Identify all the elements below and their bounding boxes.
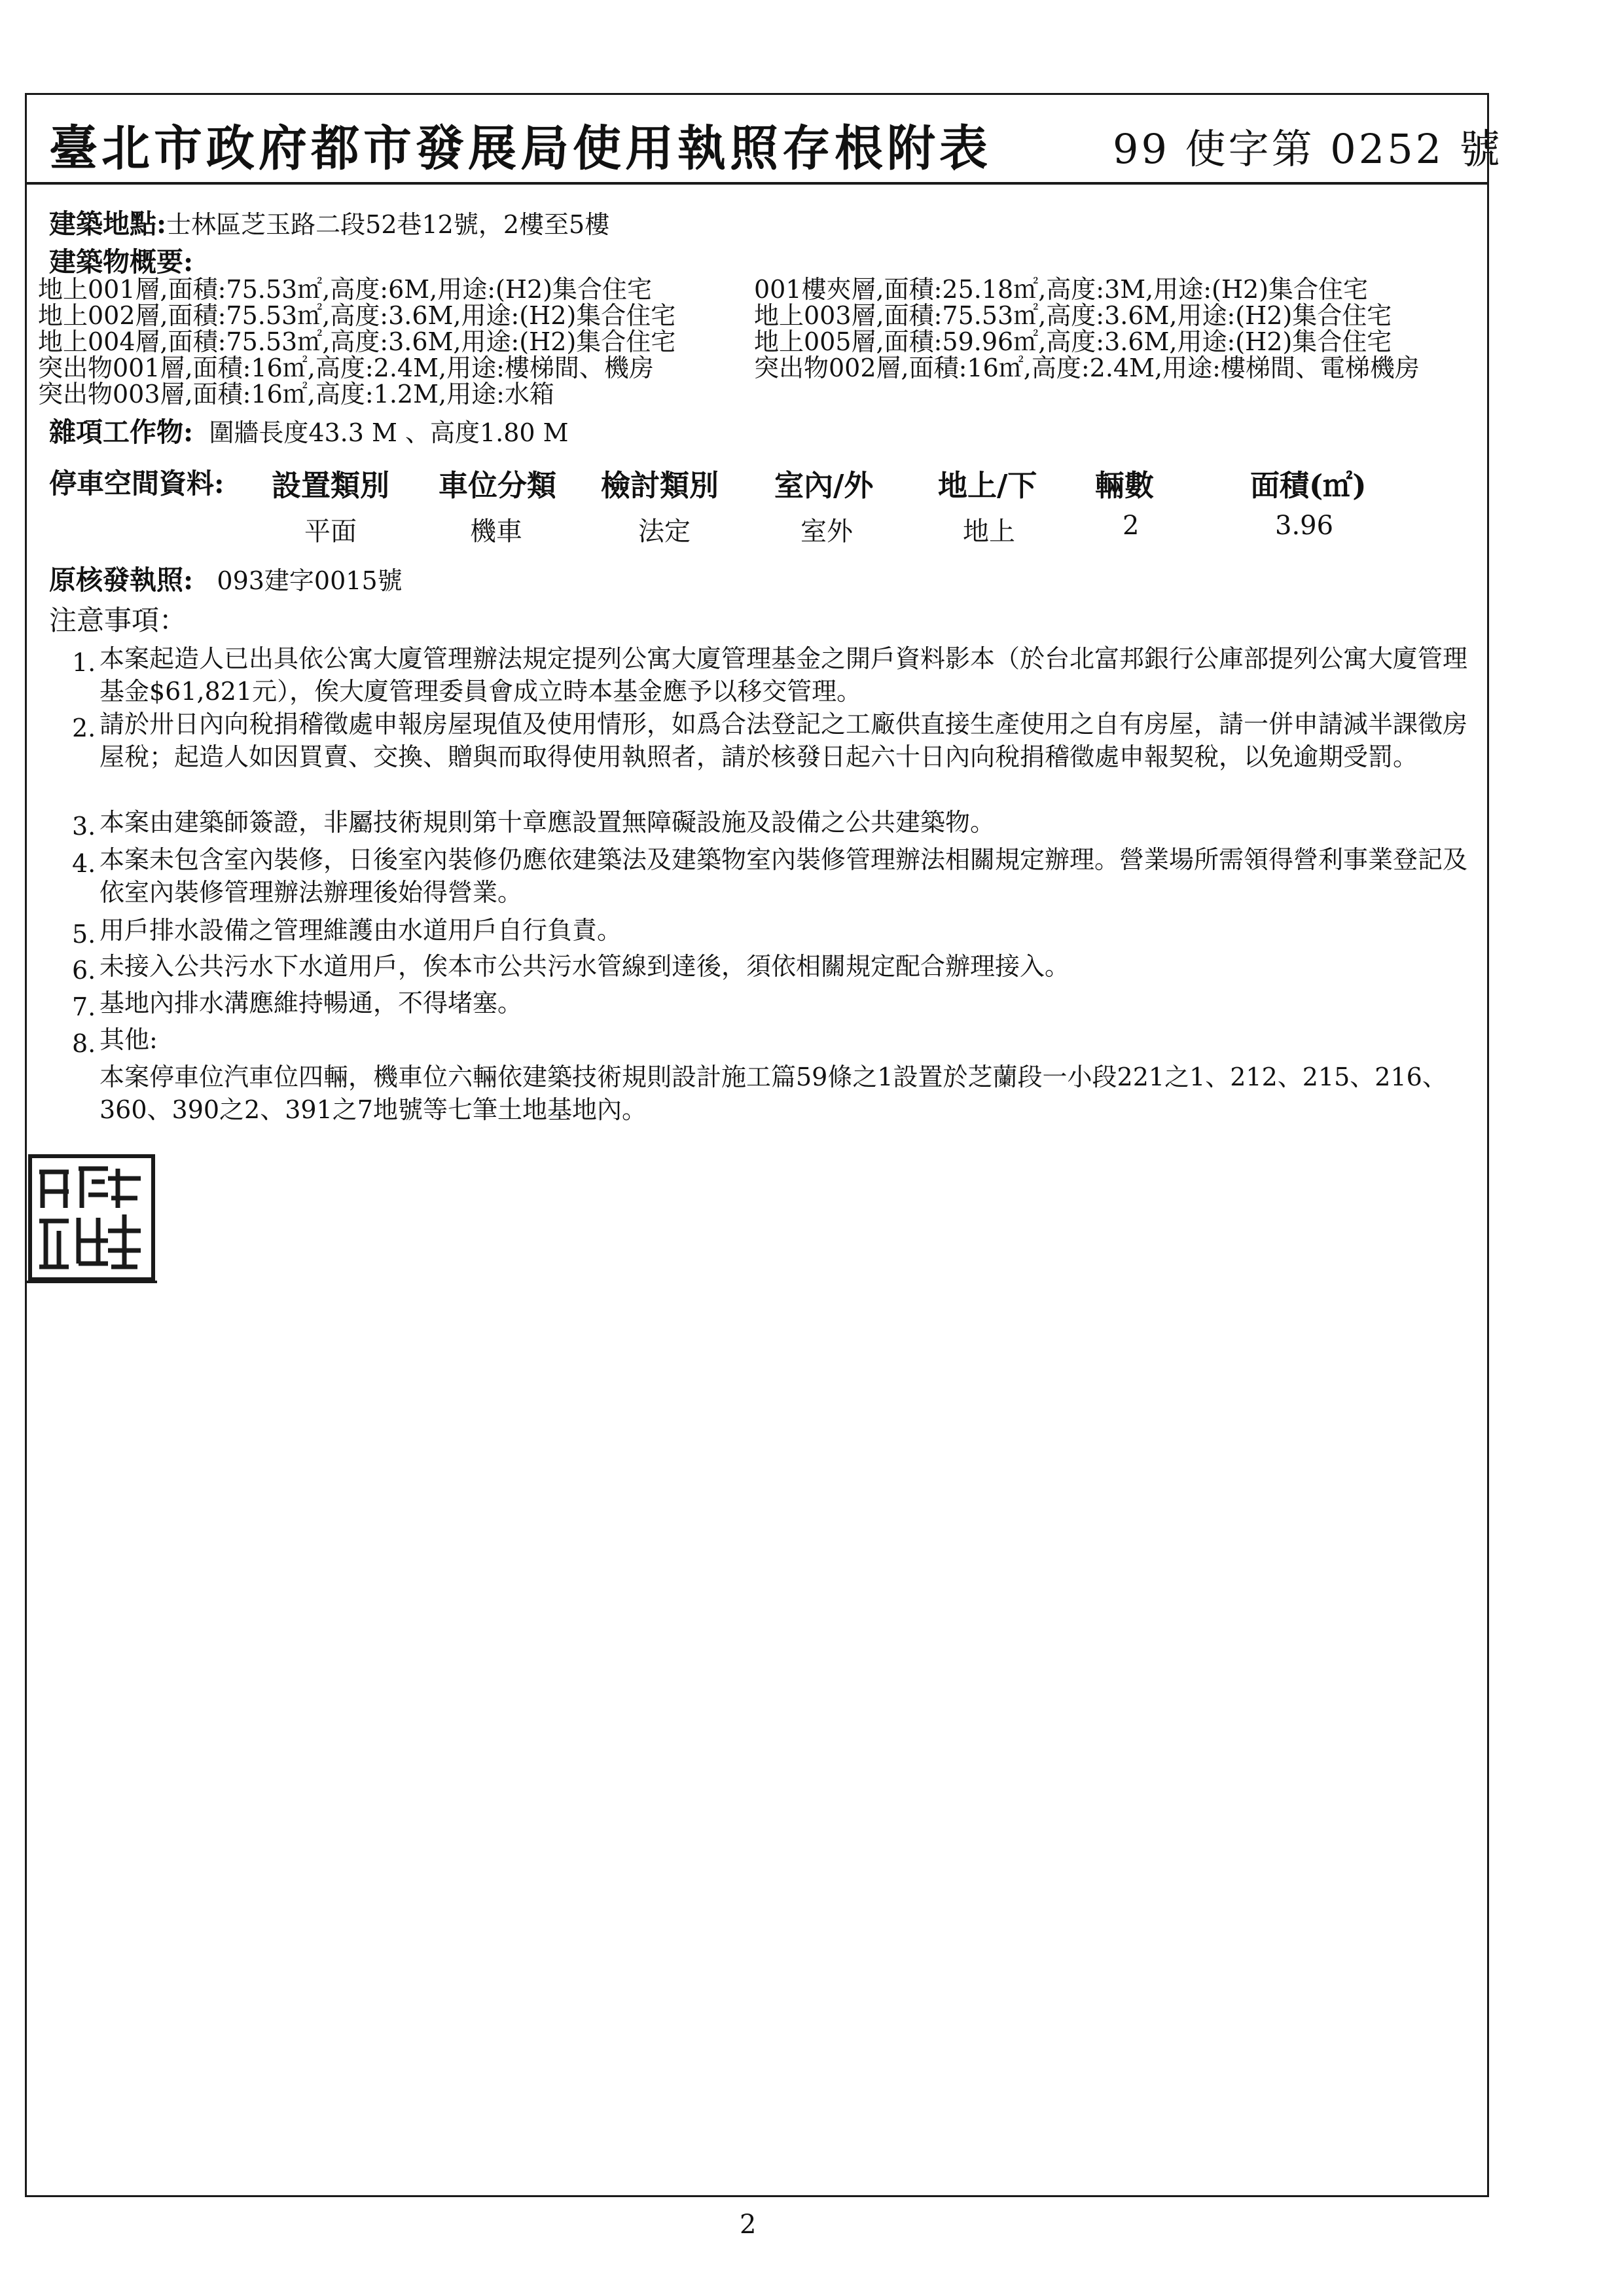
document-title: 臺北市政府都市發展局使用執照存根附表 — [49, 120, 992, 177]
site-value: 士林區芝玉路二段52巷12號，2樓至5樓 — [166, 210, 610, 239]
parking-value-cell: 2 — [1123, 511, 1140, 541]
overview-row-right: 突出物002層,面積:16㎡,高度:2.4M,用途:樓梯間、電梯機房 — [754, 354, 1420, 382]
misc-line — [49, 416, 569, 448]
note-text: 本案起造人已出具依公寓大廈管理辦法規定提列公寓大廈管理基金之開戶資料影本（於台北富邦銀行公庫部提列公寓大廈管理基金$61,821元），俟大廈管理委員會成立時本基金應予以移交管理。 — [99, 644, 1468, 706]
overview-label: 建築物概要: — [49, 246, 194, 278]
note-number: 1. — [72, 648, 96, 677]
page-number: 2 — [740, 2210, 757, 2240]
original-permit-value: 093建字0015號 — [217, 566, 403, 595]
official-seal — [26, 1152, 157, 1283]
parking-header-cell: 室內/外 — [774, 468, 874, 503]
parking-value-cell: 平面 — [304, 517, 357, 547]
parking-value-cell: 3.96 — [1275, 511, 1334, 541]
overview-row-left: 地上004層,面積:75.53㎡,高度:3.6M,用途:(H2)集合住宅 — [38, 327, 676, 356]
permit-number: 99 使字第 0252 號 — [1113, 125, 1503, 173]
overview-row-right: 001樓夾層,面積:25.18㎡,高度:3M,用途:(H2)集合住宅 — [754, 275, 1369, 304]
note-number: 7. — [72, 993, 96, 1021]
note-text: 本案由建築師簽證，非屬技術規則第十章應設置無障礙設施及設備之公共建築物。 — [99, 808, 996, 837]
parking-header-cell: 輛數 — [1095, 468, 1155, 503]
parking-header-cell: 設置類別 — [272, 468, 390, 503]
overview-row-left: 地上002層,面積:75.53㎡,高度:3.6M,用途:(H2)集合住宅 — [38, 301, 676, 330]
parking-value-cell: 室外 — [800, 517, 853, 547]
original-permit-line — [49, 564, 403, 596]
original-permit-label: 原核發執照: — [49, 564, 194, 596]
parking-label: 停車空間資料: — [49, 467, 225, 500]
misc-value: 圍牆長度43.3 M 、高度1.80 M — [209, 418, 569, 447]
note-number: 6. — [72, 956, 96, 985]
note-number: 5. — [72, 920, 96, 949]
note-number: 8. — [72, 1029, 96, 1058]
parking-value-cell: 地上 — [963, 517, 1015, 547]
note-text: 用戶排水設備之管理維護由水道用戶自行負責。 — [99, 916, 622, 945]
note-text: 未接入公共污水下水道用戶，俟本市公共污水管線到達後，須依相關規定配合辦理接入。 — [99, 952, 1070, 981]
misc-label: 雜項工作物: — [49, 416, 194, 448]
overview-row-left: 地上001層,面積:75.53㎡,高度:6M,用途:(H2)集合住宅 — [38, 275, 653, 304]
parking-header-cell: 面積(㎡) — [1250, 468, 1367, 503]
overview-row-right: 地上003層,面積:75.53㎡,高度:3.6M,用途:(H2)集合住宅 — [754, 301, 1392, 330]
note-number: 3. — [72, 812, 96, 841]
notes-label: 注意事項： — [49, 604, 187, 636]
note-text: 請於卅日內向稅捐稽徵處申報房屋現值及使用情形，如爲合法登記之工廠供直接生產使用之自有房屋，請一併申請減半課徵房屋稅；起造人如因買賣、交換、贈與而取得使用執照者，請於核發日起六十日內向稅捐稽徵處申報契稅，以免逾期受罰。 — [99, 710, 1468, 771]
parking-header-cell: 車位分類 — [439, 468, 557, 503]
parking-value-cell: 法定 — [638, 517, 691, 547]
note-number: 2. — [72, 714, 96, 742]
page-frame — [25, 93, 1489, 2197]
overview-row-left: 突出物001層,面積:16㎡,高度:2.4M,用途:樓梯間、機房 — [38, 354, 654, 382]
overview-row-right: 地上005層,面積:59.96㎡,高度:3.6M,用途:(H2)集合住宅 — [754, 327, 1392, 356]
note-text: 基地內排水溝應維持暢通，不得堵塞。 — [99, 989, 523, 1017]
parking-value-cell: 機車 — [470, 517, 522, 547]
note-text: 其他: — [99, 1025, 158, 1054]
overview-row-left: 突出物003層,面積:16㎡,高度:1.2M,用途:水箱 — [38, 380, 554, 409]
site-label: 建築地點: — [49, 208, 167, 240]
site-line — [49, 208, 610, 240]
parking-header-cell: 地上/下 — [938, 468, 1037, 503]
parking-header-cell: 檢討類別 — [601, 468, 719, 503]
title-divider — [25, 182, 1489, 185]
note-number: 4. — [72, 849, 96, 878]
note-other-text: 本案停車位汽車位四輛，機車位六輛依建築技術規則設計施工篇59條之1設置於芝蘭段一小段221之1、212、215、216、360、390之2、391之7地號等七筆土地基地內。 — [99, 1063, 1447, 1124]
note-text: 本案未包含室內裝修，日後室內裝修仍應依建築法及建築物室內裝修管理辦法相關規定辦理。營業場所需領得營利事業登記及依室內裝修管理辦法辦理後始得營業。 — [99, 845, 1468, 907]
